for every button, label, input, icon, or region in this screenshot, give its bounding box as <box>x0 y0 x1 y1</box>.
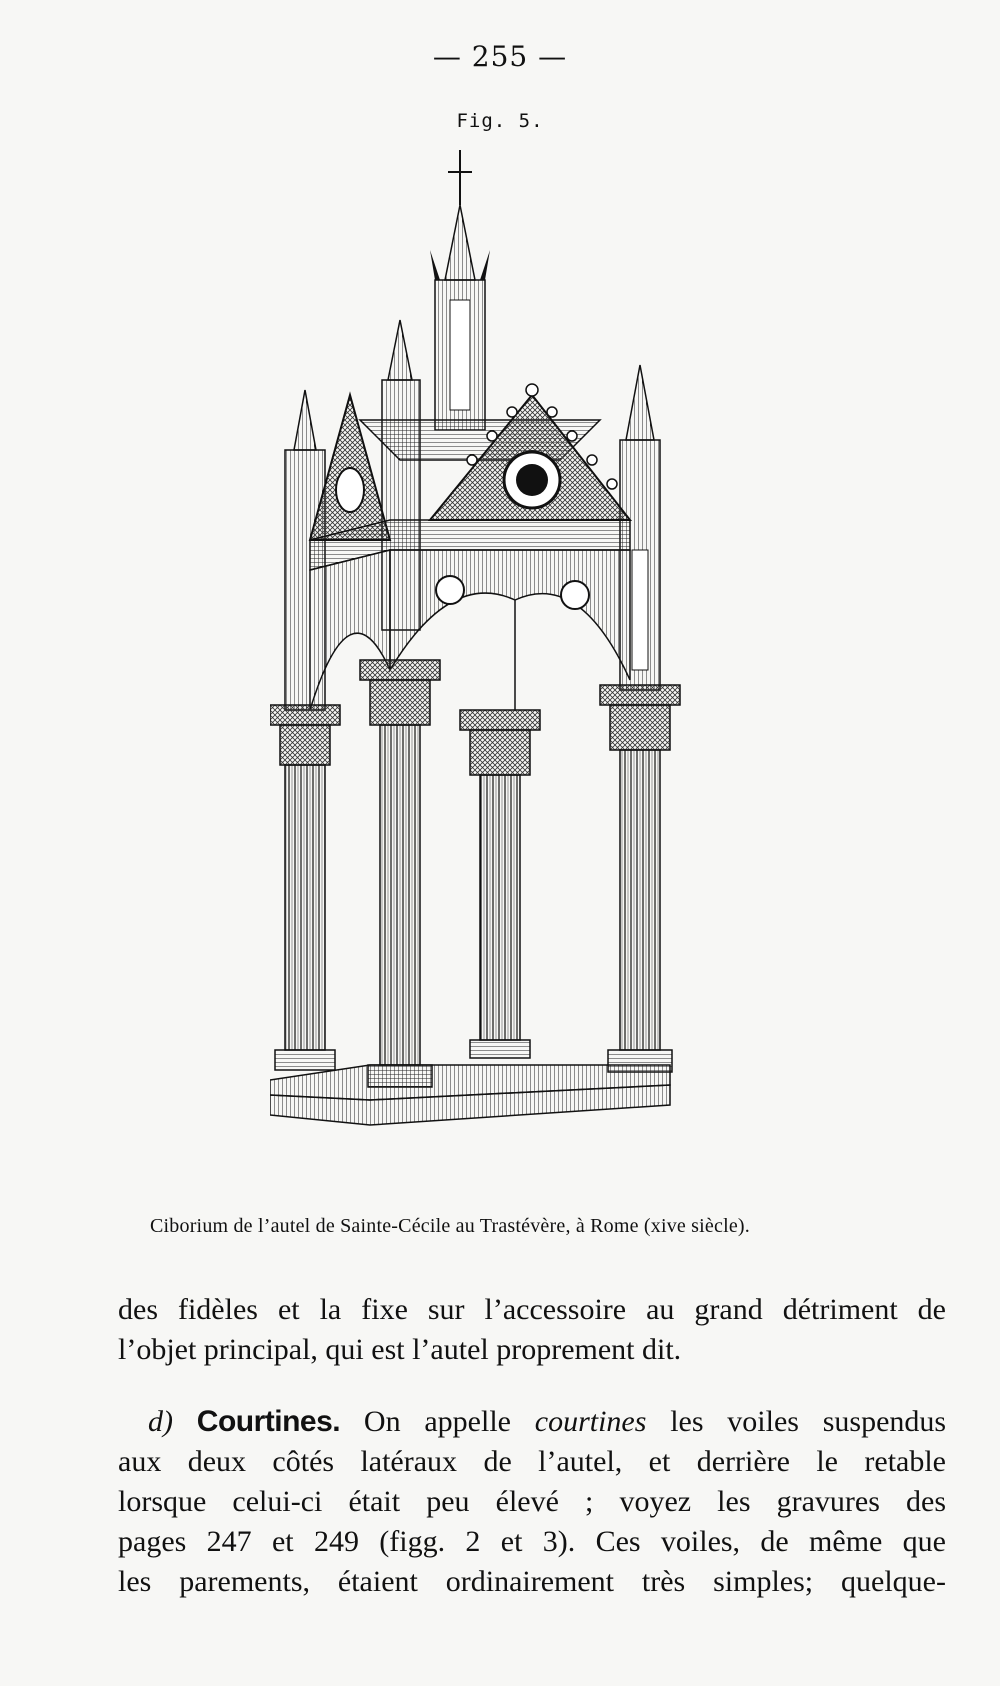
paragraph-1-line-2: l’objet principal, qui est l’autel proprement dit. <box>118 1333 682 1366</box>
figure-caption: Ciborium de l’autel de Sainte-Cécile au Trastévère, à Rome (xive siècle). <box>150 1215 750 1237</box>
paragraph-2 <box>118 1402 946 1602</box>
section-heading: Courtines. <box>196 1405 341 1438</box>
section-marker: d) <box>148 1405 173 1438</box>
paragraph-1 <box>118 1290 946 1370</box>
figure-label: Fig. 5. <box>456 110 544 132</box>
paragraph-2-line-1-a: On appelle <box>363 1405 511 1438</box>
paragraph-2-line-2: aux deux côtés latéraux de l’autel, et derrière le retable <box>118 1445 946 1478</box>
paragraph-2-line-4: pages 247 et 249 (figg. 2 et 3). Ces voiles, de même que <box>118 1525 946 1558</box>
ciborium-engraving-icon <box>270 150 740 1190</box>
paragraph-1-line-1: des fidèles et la fixe sur l’accessoire au grand détriment de <box>118 1293 946 1326</box>
page-number: — 255 — <box>432 40 568 73</box>
defined-term: courtines <box>534 1405 647 1438</box>
paragraph-2-line-1 <box>118 1402 946 1442</box>
ciborium-illustration <box>270 150 740 1190</box>
paragraph-2-line-5: les parements, étaient ordinairement très simples; quelque- <box>118 1565 946 1598</box>
paragraph-2-line-3: lorsque celui-ci était peu élevé ; voyez les gravures des <box>118 1485 946 1518</box>
paragraph-2-line-1-b: les voiles suspendus <box>670 1405 947 1438</box>
